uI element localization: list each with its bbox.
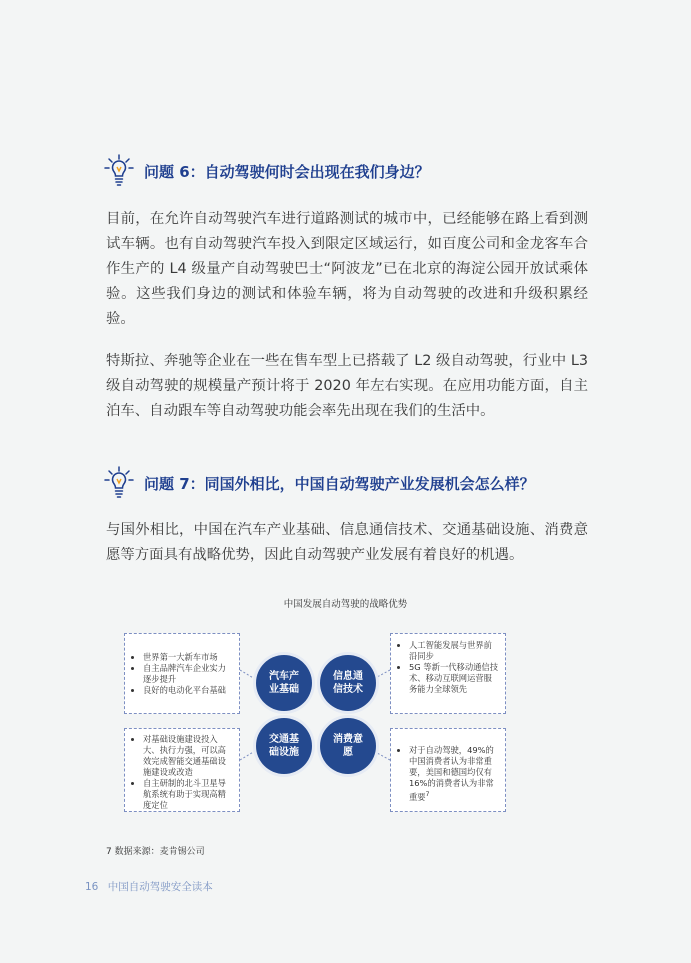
circle-ict: 信息通信技术 bbox=[320, 655, 376, 711]
page-footer bbox=[85, 879, 213, 894]
box-ict bbox=[390, 633, 506, 714]
circle-transport: 交通基础设施 bbox=[256, 718, 312, 774]
box-auto-industry bbox=[124, 633, 240, 714]
list-item: • 自主品牌汽车企业实力逐步提升 bbox=[143, 663, 233, 685]
list-item: • 对基础设施建设投入大、执行力强，可以高效完成智能交通基础设施建设或改造 bbox=[143, 734, 233, 778]
list-item: • 5G 等新一代移动通信技术、移动互联网运营服务能力全球领先 bbox=[409, 662, 499, 695]
list-item bbox=[409, 745, 499, 803]
q6-paragraph-1: 目前，在允许自动驾驶汽车进行道路测试的城市中，已经能够在路上看到测试车辆。也有自动驾驶汽车投入到限定区域运行，如百度公司和金龙客车合作生产的 L4 级量产自动驾驶巴士“阿波龙”已在北京的海淀公园开放试乘体验。这些我们身边的测试和体验车辆，将为自动驾驶的改进和升级积累经验。 bbox=[106, 211, 588, 327]
consumer-list bbox=[395, 745, 499, 803]
list-item: • 世界第一大新车市场 bbox=[143, 652, 233, 663]
question-6-title: 问题 6：自动驾驶何时会出现在我们身边？ bbox=[144, 162, 430, 181]
list-item: • 自主研制的北斗卫星导航系统有助于实现高精度定位 bbox=[143, 778, 233, 811]
transport-list bbox=[129, 734, 233, 811]
circle-consumer: 消费意愿 bbox=[320, 718, 376, 774]
list-item: • 良好的电动化平台基础 bbox=[143, 685, 233, 696]
circle-auto-industry: 汽车产业基础 bbox=[256, 655, 312, 711]
ict-list bbox=[395, 640, 499, 695]
q7-paragraph-1: 与国外相比，中国在汽车产业基础、信息通信技术、交通基础设施、消费意愿等方面具有战略优势，因此自动驾驶产业发展有着良好的机遇。 bbox=[106, 522, 588, 563]
page-number: 16 bbox=[85, 881, 99, 893]
book-title: 中国自动驾驶安全读本 bbox=[107, 881, 213, 893]
q6-paragraph-2: 特斯拉、奔驰等企业在一些在售车型上已搭载了 L2 级自动驾驶，行业中 L3 级自动驾驶的规模量产预计将于 2020 年左右实现。在应用功能方面，自主泊车、自动跟车等自动驾驶功能会率先出现在我们的生活中。 bbox=[106, 353, 588, 419]
auto-industry-list bbox=[129, 652, 233, 696]
box-transport bbox=[124, 728, 240, 812]
footnote-ref: 7 bbox=[425, 791, 430, 798]
box-consumer bbox=[390, 728, 506, 812]
consumer-text: 对于自动驾驶，49%的中国消费者认为非常重要，美国和德国均仅有16%的消费者认为非常重要 bbox=[409, 745, 494, 802]
footnote: 7 数据来源：麦肯锡公司 bbox=[106, 847, 205, 857]
list-item: • 人工智能发展与世界前沿同步 bbox=[409, 640, 499, 662]
diagram-title: 中国发展自动驾驶的战略优势 bbox=[283, 599, 408, 610]
question-7-title: 问题 7：同国外相比，中国自动驾驶产业发展机会怎么样？ bbox=[144, 474, 535, 493]
